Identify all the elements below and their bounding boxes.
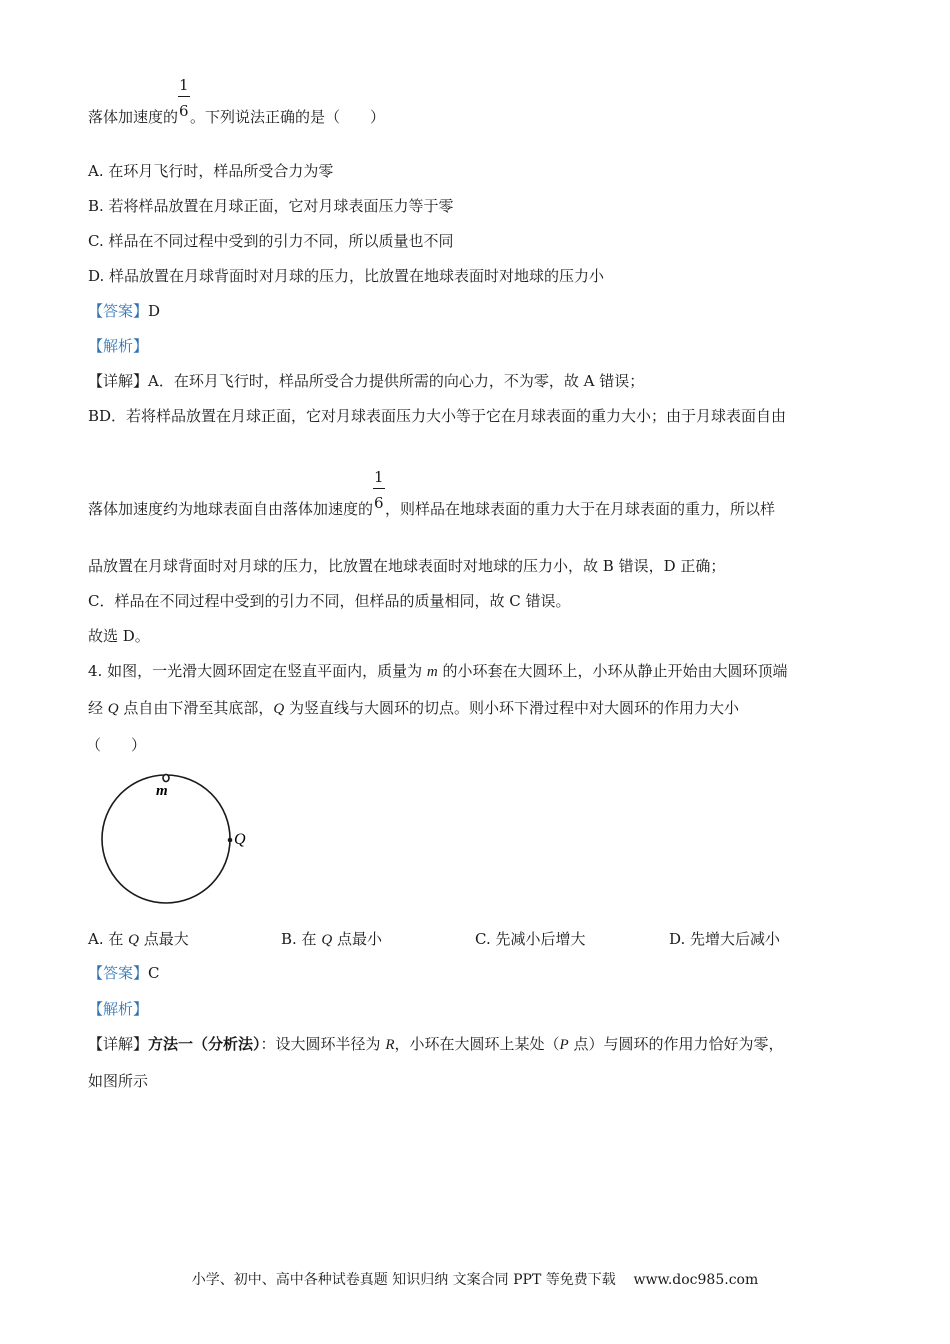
q3-detail-bd-2: 落体加速度约为地球表面自由落体加速度的 $\frac{1}{6}$ ，则样品在地球表面的重力大于在月球表面的重力，所以样 [88, 468, 776, 518]
q4-answer [88, 962, 160, 984]
q3-stem-text: 落体加速度的 [88, 108, 179, 126]
q4-blank: （ ） [86, 736, 147, 754]
q4-option-a: A. 在 Q 点最大 [88, 930, 189, 948]
q3-stem-line [88, 76, 386, 128]
q3-option-c: C. 样品在不同过程中受到的引力不同，所以质量也不同 [88, 232, 454, 250]
q3-stem-tail: 。下列说法正确的是（ ） [190, 108, 386, 126]
q3-conclusion: 故选 D。 [88, 627, 150, 645]
method-label: 方法一（分析法） [148, 1035, 261, 1053]
q3-detail-bd-1: BD．若将样品放置在月球正面，它对月球表面压力大小等于它在月球表面的重力大小；由于月球表面自由 [88, 407, 787, 425]
q3-detail-c: C．样品在不同过程中受到的引力不同，但样品的质量相同，故 C 错误。 [88, 592, 571, 610]
footer-text: 小学、初中、高中各种试卷真题 知识归纳 文案合同 PPT 等免费下载 [191, 1272, 616, 1288]
small-ring [163, 774, 169, 781]
fraction-one-sixth: $\frac{1}{6}$ [179, 76, 189, 120]
q4-stem-line-1: 4. 如图，一光滑大圆环固定在竖直平面内，质量为 m 的小环套在大圆环上，小环从静止开始由大圆环顶端 [88, 662, 788, 680]
point-q-dot [228, 838, 233, 843]
q3-option-a: A. 在环月飞行时，样品所受合力为零 [88, 162, 334, 180]
q3-option-b: B. 若将样品放置在月球正面，它对月球表面压力等于零 [88, 197, 454, 215]
q4-option-b: B. 在 Q 点最小 [281, 930, 382, 948]
q4-detail-line-1: 【详解】方法一（分析法）：设大圆环半径为 R，小环在大圆环上某处（P 点）与圆环的作用力恰好为零， [88, 1035, 784, 1053]
page-footer [0, 1269, 950, 1289]
q4-option-d: D. 先增大后减小 [669, 930, 781, 948]
q3-answer [88, 300, 160, 322]
q4-detail-line-2: 如图所示 [88, 1072, 149, 1090]
q3-detail-a: 【详解】A．在环月飞行时，样品所受合力提供所需的向心力，不为零，故 A 错误； [88, 372, 645, 390]
answer-value: C [148, 964, 160, 982]
footer-site-link[interactable]: www.doc985.com [633, 1272, 759, 1288]
q3-analysis-label: 【解析】 [88, 337, 149, 355]
ring-figure [95, 768, 255, 910]
q4-analysis-label: 【解析】 [88, 1000, 149, 1018]
q4-option-c: C. 先减小后增大 [475, 930, 586, 948]
answer-label: 【答案】 [88, 964, 149, 982]
fraction-one-sixth: $\frac{1}{6}$ [374, 468, 384, 512]
figure-label-m: m [156, 783, 168, 799]
answer-value: D [148, 302, 161, 320]
q3-detail-bd-3: 品放置在月球背面时对月球的压力，比放置在地球表面时对地球的压力小，故 B 错误，D 正确； [88, 557, 726, 575]
answer-label: 【答案】 [88, 302, 149, 320]
detail-label: 【详解】 [88, 372, 149, 390]
q3-option-d: D. 样品放置在月球背面时对月球的压力，比放置在地球表面时对地球的压力小 [88, 267, 605, 285]
figure-label-q: Q [234, 831, 246, 848]
detail-label: 【详解】 [88, 1035, 149, 1053]
q4-stem-line-2: 经 Q 点自由下滑至其底部，Q 为竖直线与大圆环的切点。则小环下滑过程中对大圆环的作用力大小 [88, 699, 740, 717]
